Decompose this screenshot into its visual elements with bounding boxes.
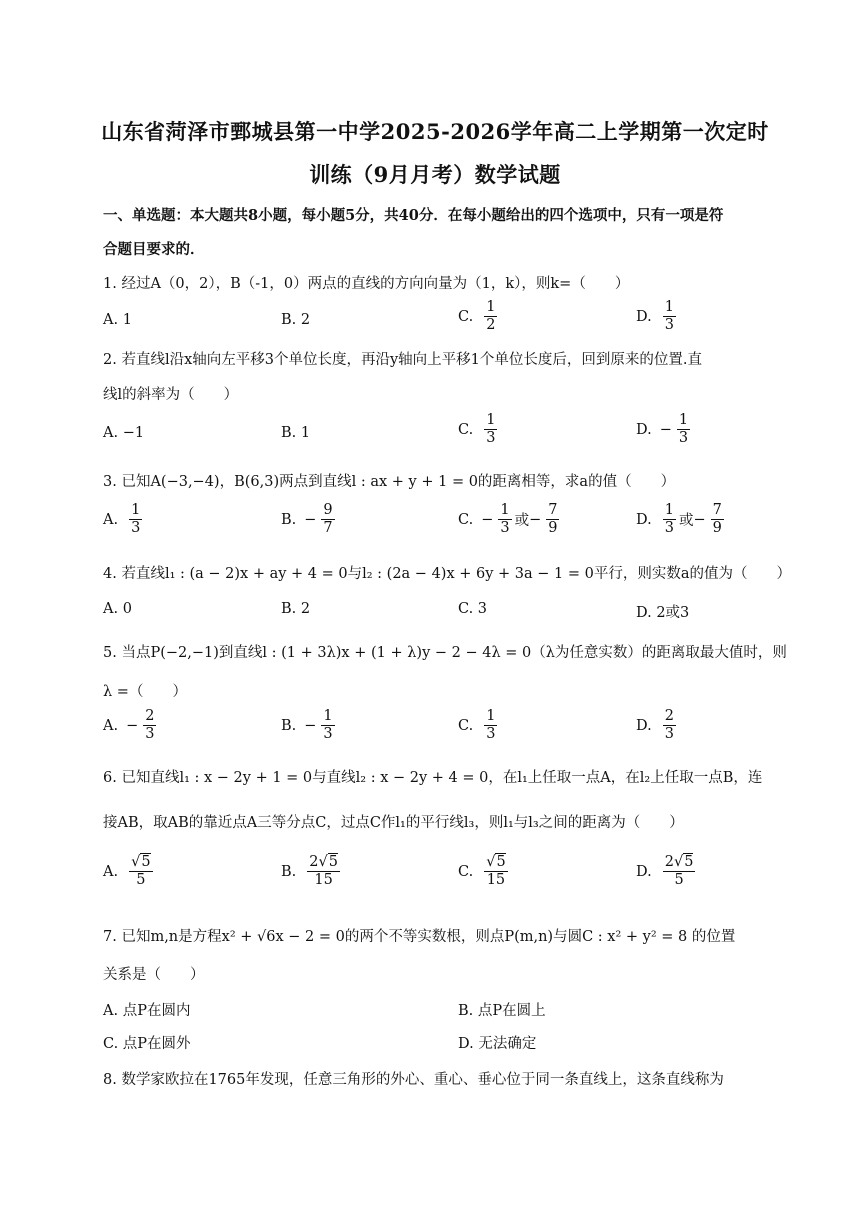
question-3-stem: 3. 已知A(−3,−4)，B(6,3)两点到直线l : ax + y + 1 = 0的距离相等，求a的值（ ） <box>103 474 676 490</box>
q5-option-d: D. $\frac{2}{3}$ <box>636 708 674 743</box>
question-2-stem-cont: 线l的斜率为（ ） <box>103 387 239 403</box>
q1-option-c: C. $\frac{1}{2}$ <box>458 299 496 334</box>
section-heading: 一、单选题：本大题共8小题，每小题5分，共40分．在每小题给出的四个选项中，只有一项是符 <box>103 207 724 224</box>
q6-option-d: D. $\frac{2√5}{5}$ <box>636 854 694 889</box>
question-6-stem: 6. 已知直线l₁ : x − 2y + 1 = 0与直线l₂ : x − 2y + 4 = 0，在l₁上任取一点A，在l₂上任取一点B，连 <box>103 770 763 786</box>
q4-option-c: C. 3 <box>458 601 488 617</box>
fraction: $\frac{1}{3}$ <box>664 502 674 537</box>
question-8-stem: 8. 数学家欧拉在1765年发现，任意三角形的外心、重心、垂心位于同一条直线上，这条直线称为 <box>103 1072 724 1088</box>
q2-option-a: A. −1 <box>103 425 145 441</box>
q7-option-b: B. 点P在圆上 <box>458 1003 546 1019</box>
q6-option-b: B. $\frac{2√5}{15}$ <box>281 854 338 889</box>
q3-option-d: D. $\frac{1}{3}$ 或 − $\frac{7}{9}$ <box>636 502 722 537</box>
fraction: $\frac{1}{3}$ <box>664 299 674 334</box>
question-2-stem: 2. 若直线l沿x轴向左平移3个单位长度，再沿y轴向上平移1个单位长度后，回到原来的位置.直 <box>103 352 703 368</box>
fraction: $\frac{√5}{5}$ <box>131 854 151 889</box>
fraction: $\frac{2}{3}$ <box>664 708 674 743</box>
fraction: $\frac{2√5}{15}$ <box>309 854 338 889</box>
fraction: $\frac{7}{9}$ <box>548 502 558 537</box>
fraction: $\frac{2}{3}$ <box>145 708 155 743</box>
section-heading-cont: 合题目要求的． <box>103 241 205 258</box>
fraction: $\frac{1}{3}$ <box>131 502 141 537</box>
q2-option-b: B. 1 <box>281 425 311 441</box>
question-5-stem-cont: λ =（ ） <box>103 684 187 700</box>
q2-option-d: D. − $\frac{1}{3}$ <box>636 412 689 447</box>
q4-option-a: A. 0 <box>103 601 132 617</box>
q4-option-b: B. 2 <box>281 601 311 617</box>
q5-option-c: C. $\frac{1}{3}$ <box>458 708 496 743</box>
q3-option-b: B. − $\frac{9}{7}$ <box>281 502 333 537</box>
q1-option-a: A. 1 <box>103 312 132 328</box>
q1-option-d: D. $\frac{1}{3}$ <box>636 299 674 334</box>
q5-option-b: B. − $\frac{1}{3}$ <box>281 708 333 743</box>
q2-option-c: C. $\frac{1}{3}$ <box>458 412 496 447</box>
fraction: $\frac{1}{3}$ <box>486 708 496 743</box>
fraction: $\frac{1}{3}$ <box>500 502 510 537</box>
question-6-stem-cont: 接AB，取AB的靠近点A三等分点C，过点C作l₁的平行线l₃，则l₁与l₃之间的距离为（ ） <box>103 815 684 831</box>
q1-option-b: B. 2 <box>281 312 311 328</box>
fraction: $\frac{9}{7}$ <box>323 502 333 537</box>
question-5-stem: 5. 当点P(−2,−1)到直线l : (1 + 3λ)x + (1 + λ)y − 2 − 4λ = 0（λ为任意实数）的距离取最大值时，则 <box>103 645 787 661</box>
fraction: $\frac{7}{9}$ <box>712 502 722 537</box>
q3-option-a: A. $\frac{1}{3}$ <box>103 502 141 537</box>
q6-option-a: A. $\frac{√5}{5}$ <box>103 854 151 889</box>
question-4-stem: 4. 若直线l₁ : (a − 2)x + ay + 4 = 0与l₂ : (2a − 4)x + 6y + 3a − 1 = 0平行，则实数a的值为（ ） <box>103 566 791 582</box>
q6-option-c: C. $\frac{√5}{15}$ <box>458 854 506 889</box>
exam-title-line2: 训练（9月月考）数学试题 <box>309 162 561 187</box>
q7-option-d: D. 无法确定 <box>458 1036 537 1052</box>
fraction: $\frac{1}{3}$ <box>678 412 689 447</box>
fraction: $\frac{1}{2}$ <box>486 299 496 334</box>
exam-title-line1: 山东省菏泽市鄄城县第一中学2025-2026学年高二上学期第一次定时 <box>101 119 769 144</box>
question-7-stem: 7. 已知m,n是方程x² + √6x − 2 = 0的两个不等实数根，则点P(m,n)与圆C : x² + y² = 8 的位置 <box>103 929 736 945</box>
fraction: $\frac{√5}{15}$ <box>486 854 506 889</box>
fraction: $\frac{1}{3}$ <box>486 412 496 447</box>
q5-option-a: A. − $\frac{2}{3}$ <box>103 708 155 743</box>
fraction: $\frac{1}{3}$ <box>323 708 333 743</box>
fraction: $\frac{2√5}{5}$ <box>664 854 694 889</box>
question-7-stem-cont: 关系是（ ） <box>103 967 205 983</box>
question-1-stem: 1. 经过A（0，2），B（-1，0）两点的直线的方向向量为（1，k），则k=（ ） <box>103 276 630 292</box>
q7-option-c: C. 点P在圆外 <box>103 1036 191 1052</box>
q3-option-c: C. − $\frac{1}{3}$ 或 − $\frac{7}{9}$ <box>458 502 558 537</box>
q4-option-d: D. 2或3 <box>636 605 690 621</box>
q7-option-a: A. 点P在圆内 <box>103 1003 191 1019</box>
